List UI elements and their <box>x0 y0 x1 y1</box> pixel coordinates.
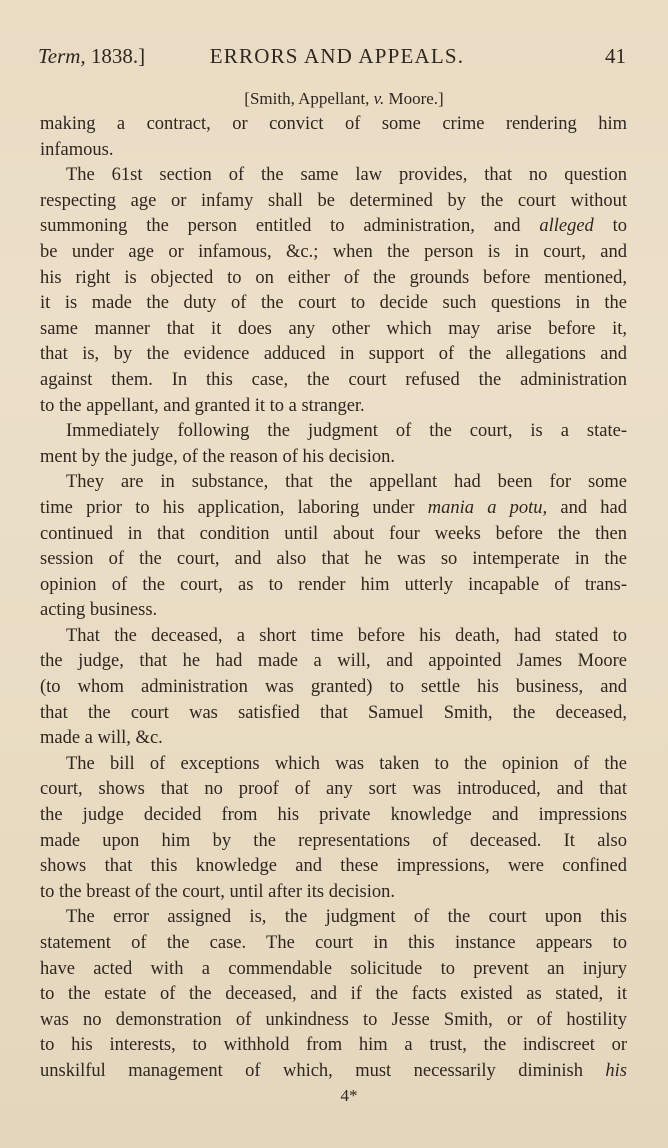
text-line <box>40 931 627 957</box>
text-line <box>40 291 627 317</box>
text-line <box>40 368 627 394</box>
line-text: same manner that it does any other which may arise before it, <box>40 318 627 339</box>
italic-word: alleged <box>539 216 594 237</box>
text-line <box>40 701 627 727</box>
text-line <box>40 854 627 880</box>
line-text: They are in substance, that the appellant had been for some <box>66 472 627 493</box>
text-line <box>40 163 627 189</box>
line-text: was no demonstration of unkindness to Jesse Smith, or of hostility <box>40 1009 627 1030</box>
text-line <box>40 342 627 368</box>
line-text: made a will, &c. <box>40 728 163 749</box>
running-header <box>38 44 626 74</box>
text-line <box>40 317 627 343</box>
line-text: That the deceased, a short time before his death, had stated to <box>66 625 627 646</box>
line-text: opinion of the court, as to render him utterly incapable of trans- <box>40 574 627 595</box>
text-line <box>40 726 627 752</box>
text-line <box>40 573 627 599</box>
line-text: The 61st section of the same law provides, that no question <box>66 165 627 186</box>
line-text: summoning the person entitled to administration, and <box>40 216 521 237</box>
line-text: continued in that condition until about four weeks before the then <box>40 523 627 544</box>
text-line <box>40 752 627 778</box>
line-text: that the court was satisfied that Samuel Smith, the deceased, <box>40 702 627 723</box>
text-line <box>40 470 627 496</box>
line-text: respecting age or infamy shall be determined by the court without <box>40 190 627 211</box>
line-text: made upon him by the representations of deceased. It also <box>40 830 627 851</box>
line-text: to the estate of the deceased, and if the facts existed as stated, it <box>40 984 627 1005</box>
text-line <box>40 777 627 803</box>
text-line <box>40 1008 627 1034</box>
text-line <box>40 982 627 1008</box>
line-text: shows that this knowledge and these impressions, were confined <box>40 856 627 877</box>
line-text: against them. In this case, the court refused the administration <box>40 369 627 390</box>
line-text: unskilful management of which, must necessarily diminish <box>40 1060 583 1081</box>
line-text: the judge decided from his private knowledge and impressions <box>40 805 627 826</box>
line-text: be under age or infamous, &c.; when the person is in court, and <box>40 241 627 262</box>
text-line <box>40 829 627 855</box>
text-line: summoning the person entitled to administration, and alleged to <box>40 216 628 237</box>
text-line <box>40 522 627 548</box>
text-line <box>40 1059 627 1085</box>
text-line <box>40 112 627 138</box>
line-text: acting business. <box>40 600 158 621</box>
text-line <box>40 957 627 983</box>
body-text <box>40 112 627 1085</box>
text-line <box>40 803 627 829</box>
text-line <box>40 598 627 624</box>
page-number: 41 <box>605 44 626 68</box>
text-line <box>40 419 627 445</box>
text-line <box>40 905 627 931</box>
line-text: to the breast of the court, until after its decision. <box>40 881 395 902</box>
text-line: time prior to his application, laboring under mania a potu, and had <box>40 497 628 518</box>
line-text: session of the court, and also that he was so intemperate in the <box>40 549 627 570</box>
italic-catchword: his <box>605 1060 627 1081</box>
text-line <box>40 445 627 471</box>
line-text: infamous. <box>40 139 114 160</box>
line-text: that is, by the evidence adduced in support of the allegations and <box>40 344 627 365</box>
text-line <box>40 675 627 701</box>
line-text: it is made the duty of the court to decide such questions in the <box>40 293 627 314</box>
text-line <box>40 138 627 164</box>
text-line <box>40 547 627 573</box>
signature-mark: 4* <box>340 1086 358 1105</box>
line-text: (to whom administration was granted) to settle his business, and <box>40 677 627 698</box>
text-line <box>40 649 627 675</box>
text-line <box>40 624 627 650</box>
header-term: Term, 1838.] <box>38 44 146 68</box>
line-text: the judge, that he had made a will, and appointed James Moore <box>40 651 627 672</box>
line-text: to the appellant, and granted it to a stranger. <box>40 395 365 416</box>
line-text: Immediately following the judgment of the court, is a state- <box>66 421 627 442</box>
text-line <box>40 266 627 292</box>
line-text: The bill of exceptions which was taken to the opinion of the <box>66 753 627 774</box>
text-line <box>40 1033 627 1059</box>
line-text: The error assigned is, the judgment of the court upon this <box>66 907 627 928</box>
italic-phrase: mania a potu, <box>427 497 548 518</box>
line-text: court, shows that no proof of any sort was introduced, and that <box>40 779 627 800</box>
line-text: ment by the judge, of the reason of his decision. <box>40 446 396 467</box>
line-text: have acted with a commendable solicitude to prevent an injury <box>40 958 627 979</box>
text-line <box>40 394 627 420</box>
line-text: time prior to his application, laboring under <box>40 497 415 518</box>
case-caption: [Smith, Appellant, v. Moore.] <box>244 89 444 108</box>
text-line <box>40 880 627 906</box>
header-title: ERRORS AND APPEALS. <box>209 44 465 68</box>
text-line <box>40 240 627 266</box>
line-text: statement of the case. The court in this instance appears to <box>40 933 627 953</box>
line-text: to his interests, to withhold from him a trust, the indiscreet or <box>40 1035 627 1056</box>
line-text: making a contract, or convict of some crime rendering him <box>40 114 627 134</box>
text-line <box>40 189 627 215</box>
line-text: his right is objected to on either of the grounds before mentioned, <box>40 267 627 288</box>
